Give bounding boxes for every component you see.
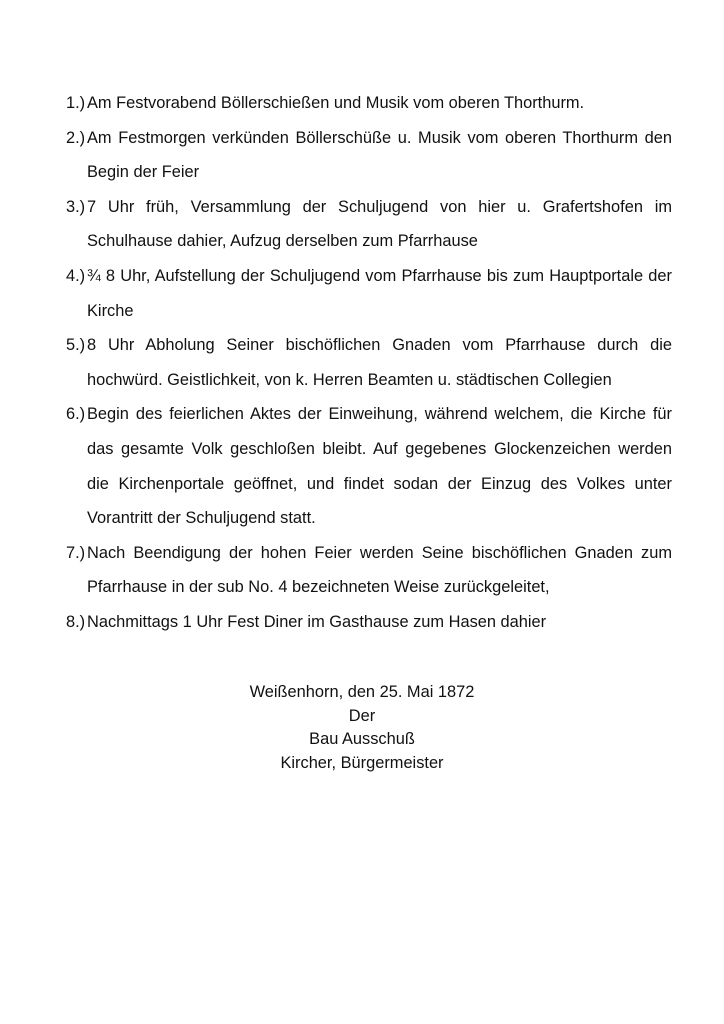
signature-article: Der: [348, 706, 376, 725]
program-list: [66, 86, 672, 640]
place-date: Weißenhorn, den 25. Mai 1872: [249, 683, 475, 701]
item-text: Am Festmorgen verkünden Böllerschüße u. Musik vom oberen Thorthurm den Begin der Feier: [87, 128, 672, 182]
list-item: [66, 328, 672, 397]
item-number: 5.): [66, 336, 86, 355]
item-text: Nachmittags 1 Uhr Fest Diner im Gasthause zum Hasen dahier: [87, 612, 547, 631]
list-item: [66, 397, 672, 535]
item-text: Nach Beendigung der hohen Feier werden Seine bischöflichen Gnaden zum Pfarrhause in der sub No. 4 bezeichneten Weise zurückgeleitet,: [87, 543, 672, 597]
item-text: 7 Uhr früh, Versammlung der Schuljugend von hier u. Grafertshofen im Schulhause dahier, Aufzug derselben zum Pfarrhause: [87, 197, 672, 251]
list-item: [66, 86, 672, 121]
list-item: [66, 190, 672, 259]
item-text: ¾ 8 Uhr, Aufstellung der Schuljugend vom Pfarrhause bis zum Hauptportale der Kirche: [87, 266, 672, 320]
list-item: [66, 259, 672, 328]
item-number: 4.): [66, 266, 86, 285]
signatory-name: Kircher, Bürgermeister: [280, 753, 444, 772]
signature-block: [0, 681, 724, 775]
item-text: Am Festvorabend Böllerschießen und Musik vom oberen Thorthurm.: [87, 94, 585, 112]
list-item: [66, 605, 672, 640]
item-number: 7.): [66, 543, 86, 562]
committee-name: Bau Ausschuß: [309, 730, 415, 748]
item-text: 8 Uhr Abholung Seiner bischöflichen Gnaden vom Pfarrhause durch die hochwürd. Geistlichkeit, von k. Herren Beamten u. städtischen Collegien: [87, 336, 672, 389]
item-number: 2.): [66, 128, 86, 147]
list-item: [66, 536, 672, 605]
item-number: 1.): [66, 94, 86, 112]
list-item: [66, 121, 672, 190]
item-number: 3.): [66, 197, 86, 216]
item-number: 6.): [66, 405, 86, 424]
item-number: 8.): [66, 612, 86, 631]
item-text: Begin des feierlichen Aktes der Einweihung, während welchem, die Kirche für das gesamte Volk geschloßen bleibt. Auf gegebenes Glockenzeichen werden die Kirchenportale geöffnet, und findet sodan der Einzug des Volkes unter Vorantritt der Schuljugend statt.: [87, 405, 672, 528]
